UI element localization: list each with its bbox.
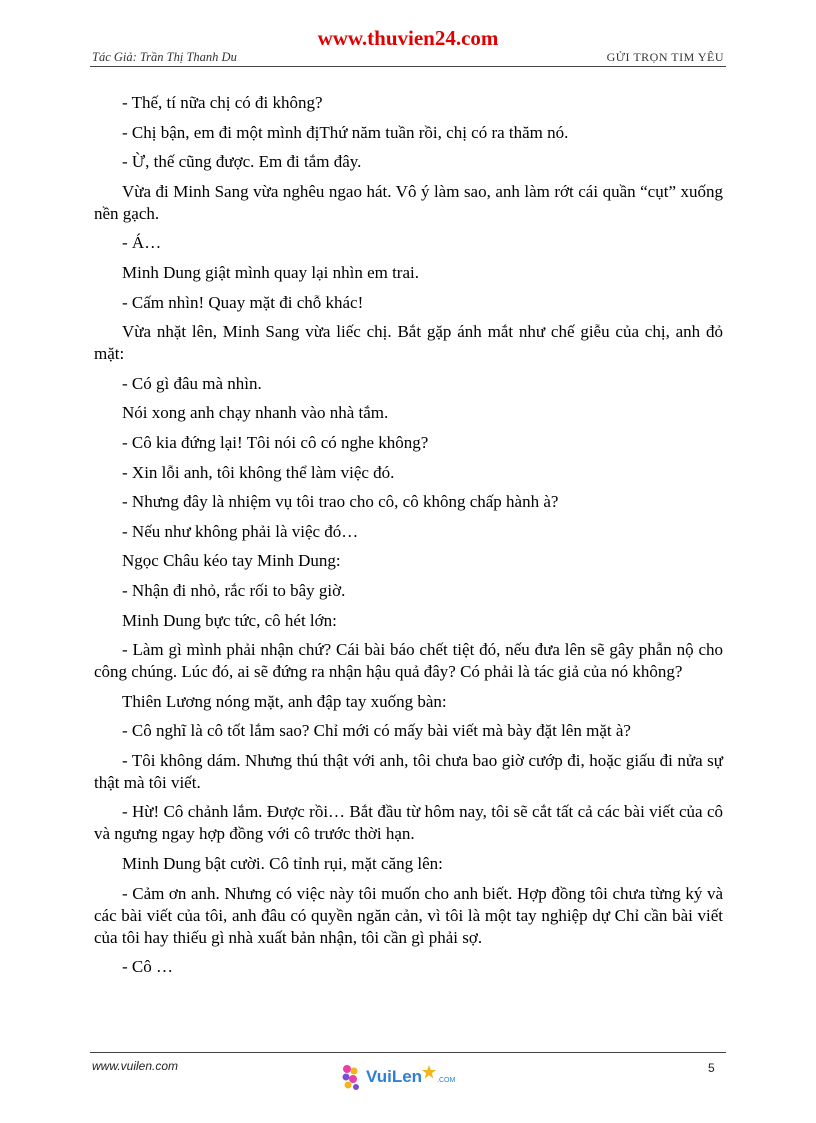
site-url-header[interactable]: www.thuvien24.com	[317, 26, 499, 50]
paragraph: Minh Dung bật cười. Cô tỉnh rụi, mặt căng lên:	[122, 854, 443, 874]
paragraph: - Thế, tí nữa chị có đi không?	[122, 93, 323, 112]
logo-domain: .COM	[437, 1076, 456, 1084]
paragraph: - Làm gì mình phải nhận chứ? Cái bài báo chết tiệt đó, nếu đưa lên sẽ gây phẫn nộ cho công chúng. Lúc đó, ai sẽ đứng ra nhận hậu quả đây? Có phải là tác giả của nó không?	[94, 640, 723, 682]
paragraph: Minh Dung giật mình quay lại nhìn em trai.	[122, 262, 419, 282]
paragraph: - Cấm nhìn! Quay mặt đi chỗ khác!	[122, 292, 364, 312]
paragraph: Vừa đi Minh Sang vừa nghêu ngao hát. Vô ý làm sao, anh làm rớt cái quần “cụt” xuống nền gạch.	[94, 181, 723, 223]
paragraph: Thiên Lương nóng mặt, anh đập tay xuống bàn:	[122, 691, 447, 711]
paragraph: - Ừ, thế cũng được. Em đi tắm đây.	[122, 152, 362, 172]
star-icon	[422, 1065, 436, 1079]
paragraph: Vừa nhặt lên, Minh Sang vừa liếc chị. Bắt gặp ánh mắt như chế giễu của chị, anh đỏ mặt:	[94, 322, 723, 364]
paragraph: - Cô kia đứng lại! Tôi nói cô có nghe không?	[122, 432, 429, 452]
story-text	[94, 92, 723, 986]
footer-divider	[90, 1052, 726, 1053]
logo-wordmark: VuiLen	[366, 1067, 423, 1086]
paragraph: - Cô nghĩ là cô tốt lắm sao? Chỉ mới có mấy bài viết mà bày đặt lên mặt à?	[122, 721, 631, 741]
paragraph: - Cảm ơn anh. Nhưng có việc này tôi muốn cho anh biết. Hợp đồng tôi chưa từng ký và các bài viết của tôi, anh đâu có quyền ngăn cản, vì tôi là một tay nghiệp dự Chỉ cần bài viết của tôi hay thiếu gì nhà xuất bản nhận, tôi cần gì phải sợ.	[94, 883, 723, 947]
paragraph: - Nhận đi nhỏ, rắc rối to bây giờ.	[122, 580, 346, 600]
paragraph: - Chị bận, em đi một mình địThứ năm tuần rồi, chị có ra thăm nó.	[122, 122, 569, 142]
paragraph: - Cô …	[122, 957, 173, 977]
header-divider	[90, 66, 726, 67]
paragraph: - Nếu như không phải là việc đó…	[122, 521, 359, 541]
paragraph: Nói xong anh chạy nhanh vào nhà tắm.	[122, 403, 389, 423]
footer-site-link[interactable]: www.vuilen.com	[92, 1059, 179, 1073]
vuilen-logo	[340, 1060, 455, 1094]
paragraph: Minh Dung bực tức, cô hét lớn:	[122, 610, 337, 630]
author-credit: Tác Giả: Trần Thị Thanh Du	[92, 50, 237, 64]
paragraph: - Xin lỗi anh, tôi không thể làm việc đó.	[122, 462, 395, 482]
paragraph: Ngọc Châu kéo tay Minh Dung:	[122, 551, 341, 571]
paragraph: - Có gì đâu mà nhìn.	[122, 373, 262, 393]
book-title: GỬI TRỌN TIM YÊU	[606, 50, 724, 64]
flower-icon	[340, 1062, 364, 1092]
paragraph: - Á…	[122, 233, 162, 253]
paragraph: - Tôi không dám. Nhưng thú thật với anh, tôi chưa bao giờ cướp đi, hoặc giấu đi nửa sự thật mà tôi viết.	[94, 750, 723, 792]
paragraph: - Nhưng đây là nhiệm vụ tôi trao cho cô, cô không chấp hành à?	[122, 492, 559, 512]
page-number: 5	[708, 1061, 715, 1075]
paragraph: - Hừ! Cô chảnh lắm. Được rồi… Bắt đầu từ hôm nay, tôi sẽ cắt tất cả các bài viết của cô và ngưng ngay hợp đồng với cô trước thời hạn.	[94, 802, 723, 844]
